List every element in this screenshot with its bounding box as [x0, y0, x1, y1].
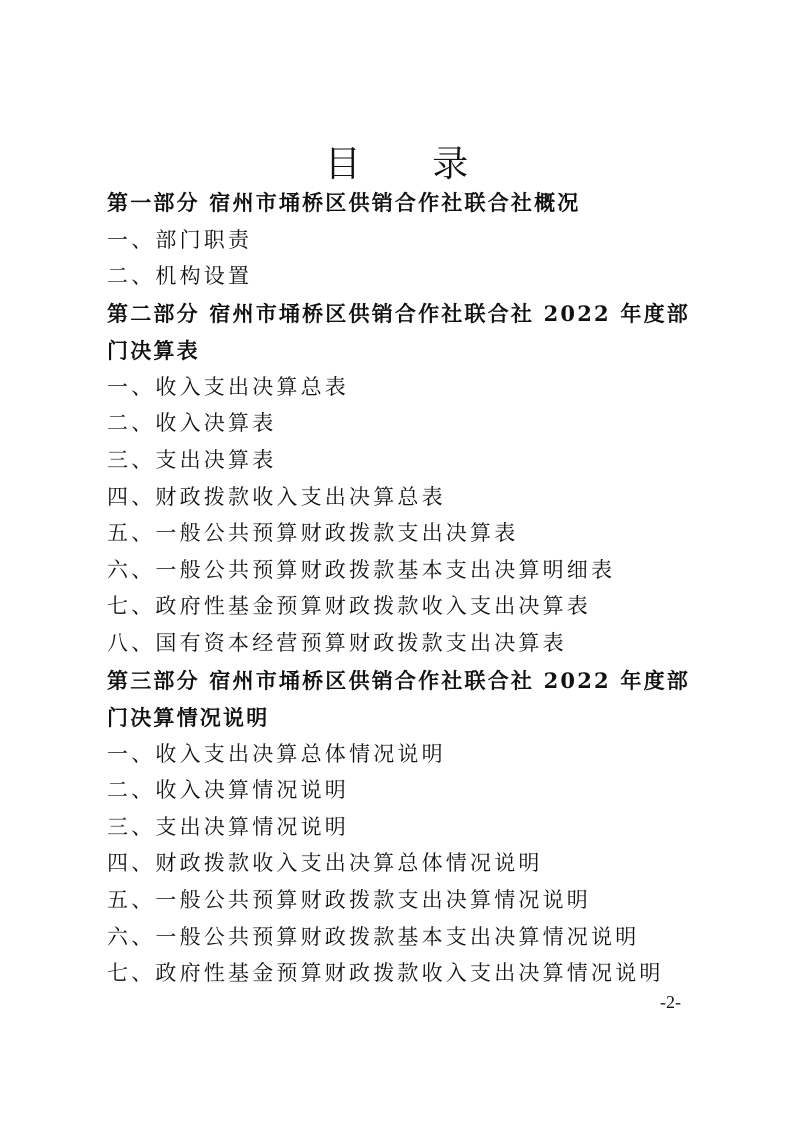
- part-2-heading[interactable]: 第二部分 宿州市埇桥区供销合作社联合社 2022 年度部门决算表: [107, 300, 690, 363]
- toc-item[interactable]: 三、支出决算表: [107, 447, 277, 472]
- toc-item[interactable]: 五、一般公共预算财政拨款支出决算表: [107, 521, 519, 546]
- page-number: -2-: [660, 992, 681, 1012]
- toc-item[interactable]: 八、国有资本经营预算财政拨款支出决算表: [107, 630, 567, 655]
- toc-item[interactable]: 一、收入支出决算总表: [107, 374, 349, 399]
- toc-item[interactable]: 四、财政拨款收入支出决算总表: [107, 484, 446, 509]
- toc-item[interactable]: 二、收入决算情况说明: [107, 778, 349, 803]
- table-of-contents: [107, 185, 707, 992]
- toc-item[interactable]: 七、政府性基金预算财政拨款收入支出决算表: [107, 594, 591, 619]
- toc-item[interactable]: 二、机构设置: [107, 264, 253, 289]
- part-1-heading[interactable]: 第一部分 宿州市埇桥区供销合作社联合社概况: [107, 190, 581, 215]
- toc-item[interactable]: 六、一般公共预算财政拨款基本支出决算情况说明: [107, 924, 640, 949]
- toc-item[interactable]: 六、一般公共预算财政拨款基本支出决算明细表: [107, 557, 616, 582]
- toc-item[interactable]: 一、部门职责: [107, 227, 253, 252]
- toc-item[interactable]: 一、收入支出决算总体情况说明: [107, 741, 446, 766]
- toc-item[interactable]: 二、收入决算表: [107, 411, 277, 436]
- toc-item[interactable]: 四、财政拨款收入支出决算总体情况说明: [107, 851, 543, 876]
- toc-item[interactable]: 七、政府性基金预算财政拨款收入支出决算情况说明: [107, 961, 664, 986]
- toc-item[interactable]: 五、一般公共预算财政拨款支出决算情况说明: [107, 887, 591, 912]
- part-3-heading[interactable]: 第三部分 宿州市埇桥区供销合作社联合社 2022 年度部门决算情况说明: [107, 667, 690, 730]
- toc-item[interactable]: 三、支出决算情况说明: [107, 814, 349, 839]
- page-title: 目 录: [324, 144, 499, 185]
